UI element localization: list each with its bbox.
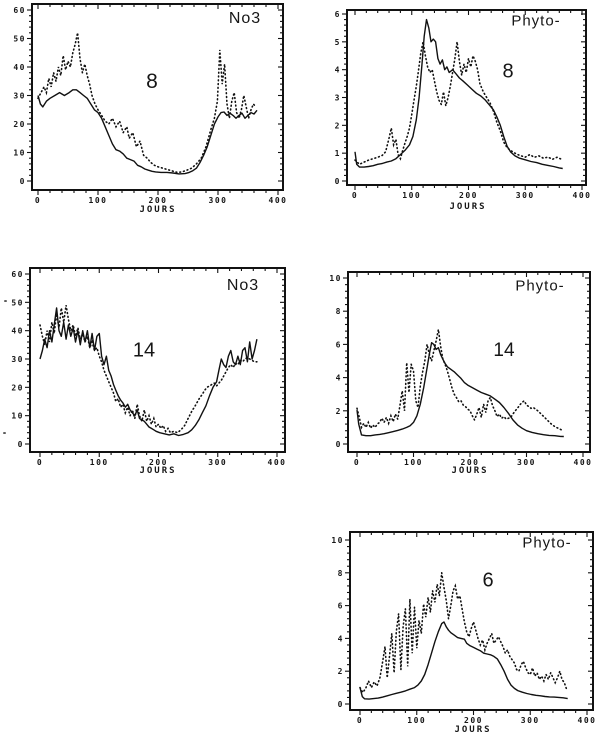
svg-text:20: 20 — [11, 383, 24, 393]
panel-no3-14-xaxis-title: JOURS — [139, 466, 177, 476]
svg-text:30: 30 — [13, 91, 26, 101]
svg-text:0: 0 — [351, 191, 359, 200]
svg-text:400: 400 — [573, 458, 593, 467]
plot-no3-14 — [11, 268, 286, 467]
svg-text:5: 5 — [334, 37, 341, 47]
panel-phyto-8-title: Phyto- — [511, 12, 561, 30]
svg-text:400: 400 — [572, 191, 592, 200]
svg-text:0: 0 — [34, 196, 42, 205]
svg-text:200: 200 — [148, 196, 168, 205]
svg-text:6: 6 — [337, 601, 344, 611]
scan-speck — [4, 300, 7, 302]
panel-phyto-14-xaxis-title: JOURS — [451, 466, 489, 476]
panel-phyto-14-title: Phyto- — [515, 277, 565, 295]
svg-text:60: 60 — [11, 270, 24, 279]
svg-text:300: 300 — [515, 191, 535, 200]
svg-text:6: 6 — [335, 340, 342, 350]
svg-text:100: 100 — [404, 458, 423, 467]
svg-text:4: 4 — [334, 65, 341, 75]
dotted-line — [38, 33, 256, 173]
svg-text:0: 0 — [353, 458, 361, 467]
svg-text:100: 100 — [89, 458, 109, 467]
svg-text:200: 200 — [460, 458, 480, 467]
plot-no3-8 — [13, 4, 287, 205]
svg-text:40: 40 — [13, 63, 26, 72]
plot-phyto-14 — [329, 272, 592, 467]
svg-text:300: 300 — [208, 196, 228, 205]
svg-text:10: 10 — [11, 411, 24, 421]
svg-text:300: 300 — [520, 716, 540, 725]
svg-text:3: 3 — [334, 93, 341, 103]
svg-text:10: 10 — [13, 148, 26, 158]
svg-text:400: 400 — [268, 196, 288, 205]
panel-no3-8-xaxis-title: JOURS — [139, 205, 177, 215]
svg-text:10: 10 — [329, 274, 342, 283]
svg-text:4: 4 — [337, 634, 344, 644]
svg-text:300: 300 — [517, 458, 536, 467]
svg-text:50: 50 — [11, 298, 24, 308]
svg-text:200: 200 — [459, 191, 478, 200]
panel-no3-8-station-number: 8 — [146, 70, 158, 93]
svg-text:400: 400 — [267, 458, 287, 467]
svg-text:200: 200 — [464, 716, 483, 725]
dotted-line — [360, 573, 567, 693]
panel-phyto-6-title: Phyto- — [522, 534, 572, 552]
dotted-line — [40, 305, 257, 433]
svg-text:40: 40 — [11, 326, 24, 336]
panel-phyto-8-xaxis-title: JOURS — [449, 202, 487, 212]
svg-text:10: 10 — [331, 536, 344, 545]
svg-text:100: 100 — [407, 716, 427, 725]
svg-text:50: 50 — [13, 34, 26, 44]
panel-no3-14-title: No3 — [226, 277, 260, 294]
svg-text:8: 8 — [335, 307, 342, 317]
svg-text:0: 0 — [36, 458, 44, 467]
svg-text:1: 1 — [334, 149, 341, 159]
svg-text:0: 0 — [356, 716, 364, 725]
svg-text:0: 0 — [17, 440, 24, 449]
panel-phyto-6-xaxis-title: JOURS — [454, 725, 492, 735]
svg-text:100: 100 — [88, 196, 108, 205]
scan-speck — [3, 432, 6, 434]
solid-line — [357, 343, 564, 437]
svg-text:0: 0 — [337, 700, 344, 709]
solid-line — [355, 20, 563, 169]
panel-phyto-14-station-number: 14 — [493, 340, 515, 361]
svg-text:60: 60 — [13, 6, 26, 15]
svg-text:400: 400 — [577, 716, 597, 725]
svg-text:300: 300 — [208, 458, 228, 467]
svg-text:2: 2 — [334, 121, 341, 131]
svg-text:0: 0 — [19, 177, 26, 186]
panel-phyto-6-station-number: 6 — [482, 569, 494, 592]
svg-text:0: 0 — [335, 440, 342, 449]
svg-text:100: 100 — [402, 191, 422, 200]
panel-no3-14-station-number: 14 — [132, 339, 156, 362]
svg-text:0: 0 — [334, 177, 341, 186]
svg-text:4: 4 — [335, 373, 342, 383]
svg-text:2: 2 — [337, 667, 344, 677]
plot-phyto-8 — [335, 10, 592, 200]
plot-phyto-6 — [331, 532, 596, 725]
svg-text:8: 8 — [337, 568, 344, 578]
panel-phyto-8-station-number: 8 — [502, 60, 514, 83]
svg-text:6: 6 — [334, 10, 341, 19]
dotted-line — [355, 42, 562, 165]
svg-text:30: 30 — [11, 355, 24, 364]
svg-text:200: 200 — [149, 458, 168, 467]
svg-text:2: 2 — [335, 406, 342, 416]
solid-line — [38, 90, 257, 174]
panel-no3-8-title: No3 — [228, 10, 262, 27]
dotted-line — [357, 330, 564, 431]
svg-text:20: 20 — [13, 120, 26, 129]
